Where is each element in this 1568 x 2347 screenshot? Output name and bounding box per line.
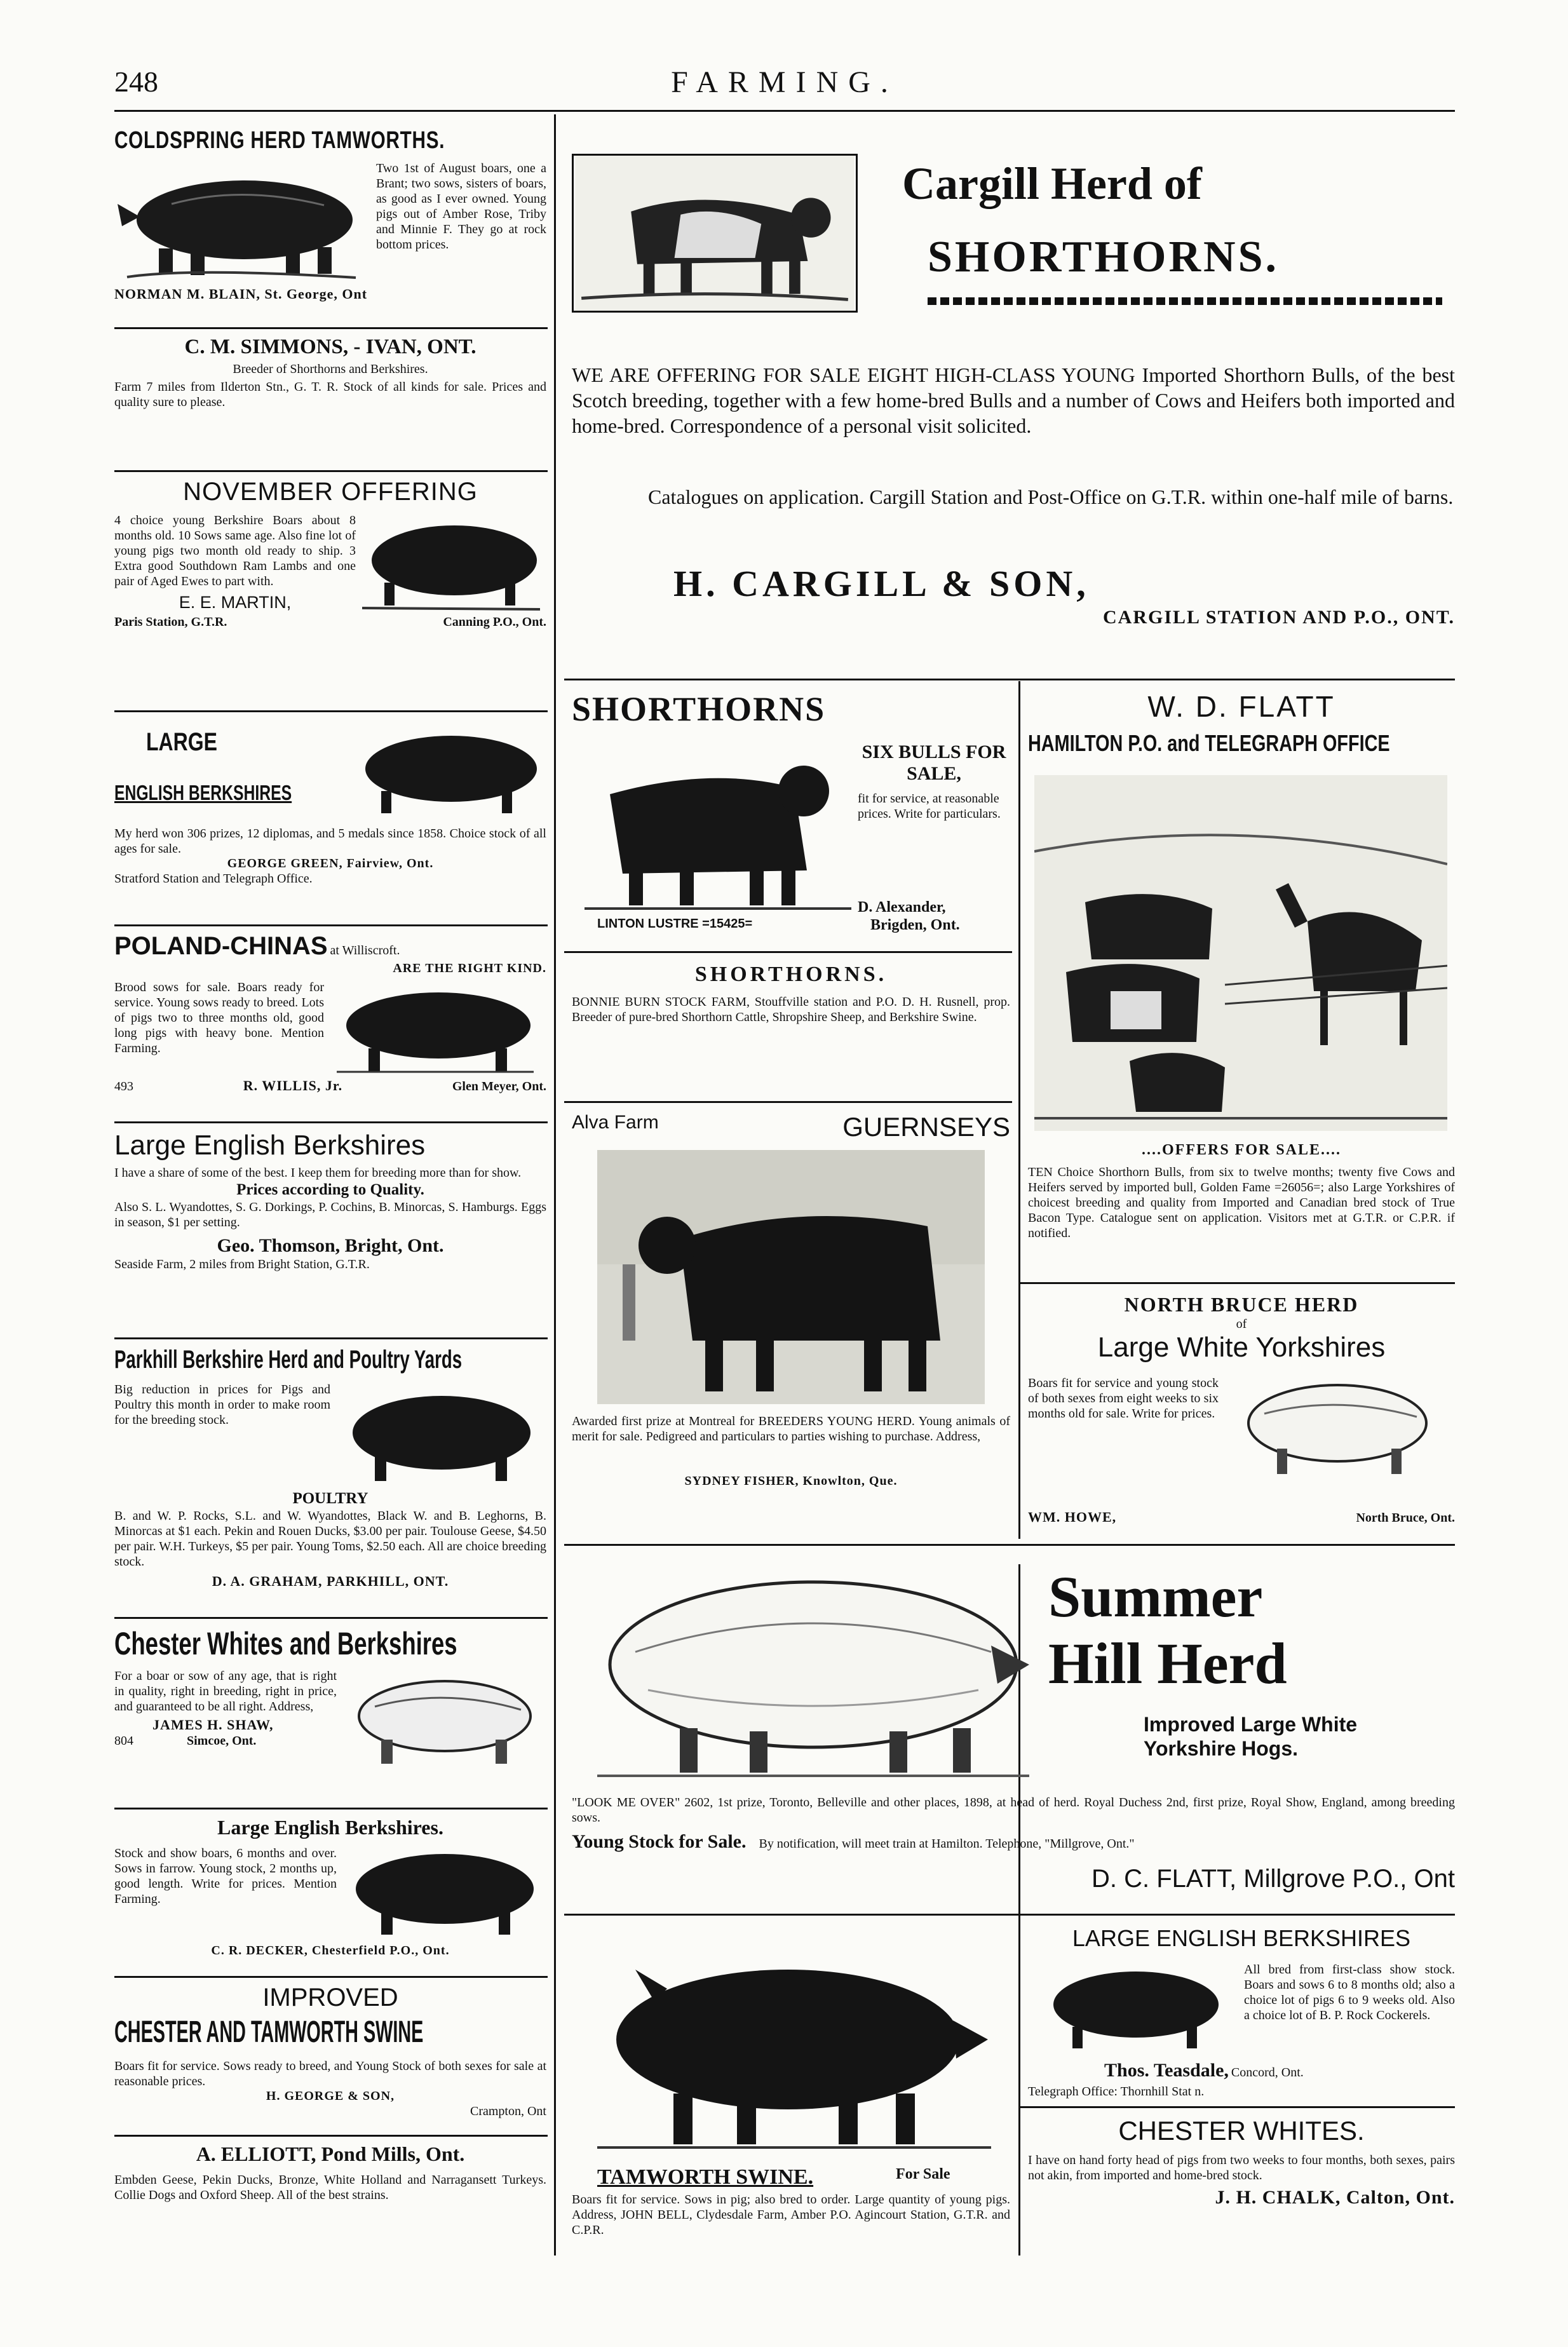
- ad-divider: [564, 1101, 1012, 1103]
- ad-title: SHORTHORNS.: [694, 963, 888, 986]
- ad-offers: ....OFFERS FOR SALE....: [1141, 1142, 1342, 1158]
- signature-row: [114, 1075, 546, 1094]
- cargill-ad: [572, 127, 1455, 673]
- ad-body: Boars fit for service. Sows ready to breed, and Young Stock of both sexes for sale at reasonable prices.: [114, 2059, 546, 2088]
- cattle-horse-illustration: [1034, 775, 1447, 1131]
- pig-illustration: [114, 159, 368, 283]
- ad-body: "LOOK ME OVER" 2602, 1st prize, Toronto, Belleville and other places, 1898, at head of herd. Royal Duchess 2nd, first prize, Royal Show, England, among breeding sows.: [572, 1796, 1455, 1825]
- ad-title: Chester Whites and Berkshires: [114, 1626, 457, 1661]
- ad-divider: [564, 1914, 1455, 1916]
- ad-title: SHORTHORNS: [572, 690, 826, 728]
- ad-divider: [564, 679, 1455, 680]
- ad-body: All bred from first-class show stock. Boars and sows 6 to 8 months old; also a choice lot of pigs 6 to 9 weeks old. Also a choice lot of B. P. Rock Cockerels.: [1244, 1963, 1455, 2022]
- coldspring-ad: [114, 127, 546, 324]
- ornamental-rule: [928, 297, 1442, 305]
- ad-body: fit for service, at reasonable prices. Write for particulars.: [858, 792, 1001, 821]
- ad-title: GUERNSEYS: [842, 1112, 1010, 1142]
- ad-title: W. D. FLATT: [1147, 690, 1335, 723]
- ad-divider: [114, 1617, 548, 1619]
- column-divider: [554, 114, 556, 2256]
- pig-illustration: [356, 513, 546, 614]
- ad-signature: H. GEORGE & SON,: [266, 2089, 395, 2103]
- ad-address: Glen Meyer, Ont.: [452, 1079, 546, 1093]
- ad-body: For a boar or sow of any age, that is right in quality, right in breeding, right in price, and guaranteed to be all right. Address,: [114, 1669, 337, 1714]
- ad-subtitle: SIX BULLS FOR SALE,: [862, 741, 1006, 784]
- ad-body: Stock and show boars, 6 months and over. Sows in farrow. Young stock, 2 months up, good length. Write for prices. Mention Farming.: [114, 1846, 337, 1906]
- ad-title-line1: Cargill Herd of: [902, 158, 1202, 209]
- pig-illustration: [597, 1944, 991, 2154]
- ad-address: Simcoe, Ont.: [187, 1734, 257, 1748]
- ad-poultry-body: B. and W. P. Rocks, S.L. and W. Wyandottes, Black W. and B. Leghorns, B. Minorcas at $1 each. Pekin and Rouen Ducks, $3.00 per pair. Toulouse Geese, $4.50 per pair. W.H. Turkeys, $5 per pair. Young Toms, $2.50 each. All are choice breeding stock.: [114, 1509, 546, 1569]
- ad-tagline: ARE THE RIGHT KIND.: [393, 961, 546, 975]
- ad-caption: LINTON LUSTRE =15425=: [597, 917, 753, 931]
- ad-title-line2: Hill Herd: [1048, 1631, 1287, 1696]
- signature-row: [1028, 2060, 1455, 2081]
- ad-divider: [1020, 1282, 1455, 1284]
- ad-price-line: Prices according to Quality.: [236, 1181, 424, 1198]
- ad-title: CHESTER WHITES.: [1118, 2116, 1365, 2146]
- pig-illustration: [324, 980, 546, 1075]
- ad-title: LARGE ENGLISH BERKSHIRES: [1072, 1925, 1411, 1951]
- ad-address: Concord, Ont.: [1231, 2066, 1304, 2080]
- ad-subtitle: HAMILTON P.O. and TELEGRAPH OFFICE: [1028, 730, 1390, 756]
- george-swine-ad: [114, 1984, 546, 2131]
- ad-divider: [114, 1808, 548, 1809]
- address-row: [114, 615, 546, 630]
- pig-illustration: [585, 1557, 1042, 1785]
- ad-farm: Alva Farm: [572, 1112, 659, 1133]
- ad-signature: R. WILLIS, Jr.: [243, 1078, 343, 1093]
- ad-title: Parkhill Berkshire Herd and Poultry Yards: [114, 1346, 463, 1374]
- chalk-ad: [1028, 2116, 1455, 2256]
- ad-body: Boars fit for service. Sows in pig; also bred to order. Large quantity of young pigs. Address, JOHN BELL, Clydesdale Farm, Amber P.O. Agincourt Station, G.T.R. and C.P.R.: [572, 2193, 1010, 2237]
- column-divider: [1018, 681, 1020, 1539]
- ad-poultry: Also S. L. Wyandottes, S. G. Dorkings, P. Cochins, B. Minorcas, S. Hamburgs. Eggs in season, $1 per setting.: [114, 1200, 546, 1229]
- ad-divider: [114, 1976, 548, 1978]
- ad-body: Awarded first prize at Montreal for BREEDERS YOUNG HERD. Young animals of merit for sale. Pedigreed and particulars to parties wishing to purchase. Address,: [572, 1414, 1010, 1444]
- ad-body: WE ARE OFFERING FOR SALE EIGHT HIGH-CLASS YOUNG Imported Shorthorn Bulls, of the best Scotch breeding, together with a few home-bred Bulls and a number of Cows and Heifers both imported and home-bred. Correspondence of a personal visit solicited.: [572, 363, 1455, 437]
- young-stock-row: [572, 1831, 1455, 1853]
- ad-subtitle: Breeder of Shorthorns and Berkshires.: [233, 362, 428, 376]
- ad-divider: [564, 951, 1012, 953]
- ad-subtitle: Large White Yorkshires: [1097, 1332, 1386, 1363]
- ad-address: CARGILL STATION AND P.O., ONT.: [1103, 607, 1455, 628]
- ad-divider: [1020, 2106, 1455, 2108]
- ad-body: I have on hand forty head of pigs from two weeks to four months, both sexes, pairs not akin, from imported and home-bred stock.: [1028, 2153, 1455, 2182]
- ad-address: Seaside Farm, 2 miles from Bright Station, G.T.R.: [114, 1257, 370, 1271]
- summer-hill-ad: [572, 1557, 1455, 1909]
- pig-illustration: [337, 1843, 546, 1938]
- green-berkshires-ad: [114, 718, 546, 921]
- ad-divider: [114, 327, 548, 329]
- ad-body: Farm 7 miles from Ilderton Stn., G. T. R. Stock of all kinds for sale. Prices and quality sure to please.: [114, 380, 546, 409]
- ad-signature: WM. HOWE,: [1028, 1509, 1117, 1525]
- wd-flatt-ad: [1028, 689, 1455, 1280]
- bull-illustration: [572, 154, 858, 313]
- teasdale-ad: [1028, 1925, 1455, 2103]
- ad-body: 4 choice young Berkshire Boars about 8 months old. 10 Sows same age. Also fine lot of young pigs two month old ready to ship. 3 Extra good Southdown Ram Lambs and one pair of Aged Ewes to part with.: [114, 513, 356, 588]
- parkhill-ad: [114, 1346, 546, 1613]
- north-bruce-ad: [1028, 1293, 1455, 1534]
- ad-signature: D. Alexander,: [858, 899, 946, 916]
- ad-subtitle: Improved Large White Yorkshire Hogs.: [1144, 1713, 1358, 1760]
- ad-body: Big reduction in prices for Pigs and Poultry this month in order to make room for the breeding stock.: [114, 1383, 330, 1427]
- ad-signature: Thos. Teasdale,: [1104, 2060, 1229, 2081]
- ad-divider: [564, 1544, 1455, 1546]
- simmons-ad: [114, 335, 546, 466]
- page-header: [114, 61, 1455, 112]
- ad-title-line1: Summer: [1048, 1564, 1263, 1629]
- guernseys-ad: [572, 1112, 1010, 1538]
- publication-title: FARMING.: [671, 65, 898, 99]
- ad-poultry-title: POULTRY: [292, 1490, 368, 1507]
- pig-illustration: [1041, 1963, 1231, 2052]
- tamworth-ad: [572, 1925, 1010, 2256]
- ad-address: Brigden, Ont.: [870, 917, 960, 933]
- ad-address: North Bruce, Ont.: [1356, 1511, 1455, 1525]
- ad-title: IMPROVED: [262, 1984, 398, 2012]
- ad-for-sale: For Sale: [896, 2166, 950, 2182]
- ad-title-row: [114, 932, 546, 961]
- page-number: 248: [114, 65, 158, 98]
- ad-signature: D. C. FLATT, Millgrove P.O., Ont: [1092, 1865, 1455, 1893]
- ad-body: BONNIE BURN STOCK FARM, Stouffville station and P.O. D. H. Rusnell, prop. Breeder of pure-bred Shorthorn Cattle, Shropshire Sheep, and Berkshire Swine.: [572, 995, 1010, 1024]
- ad-telegraph: Telegraph Office: Thornhill Stat n.: [1028, 2085, 1205, 2099]
- poland-chinas-ad: [114, 932, 546, 1118]
- signature-row: [1028, 1509, 1455, 1525]
- ad-subtitle: CHESTER AND TAMWORTH SWINE: [114, 2015, 424, 2049]
- ad-title: LARGE: [146, 728, 217, 756]
- ad-title: NOVEMBER OFFERING: [183, 478, 478, 506]
- ad-young-stock-body: By notification, will meet train at Hamilton. Telephone, "Millgrove, Ont.": [759, 1837, 1135, 1851]
- ad-young-stock: Young Stock for Sale.: [572, 1831, 747, 1852]
- thomson-berkshires-ad: [114, 1130, 546, 1334]
- november-offering-ad: [114, 478, 546, 707]
- ad-divider: [114, 470, 548, 472]
- ad-divider: [114, 1337, 548, 1339]
- ad-title: Large English Berkshires.: [217, 1816, 443, 1839]
- ad-signature: D. A. GRAHAM, PARKHILL, ONT.: [212, 1573, 449, 1589]
- cattle-illustration: [585, 737, 851, 915]
- ad-subtitle: ENGLISH BERKSHIRES: [114, 781, 292, 804]
- ad-body: TEN Choice Shorthorn Bulls, from six to twelve months; twenty five Cows and Heifers served by imported bull, Golden Fame =26056=; also Large Yorkshires of choicest breeding and quality from Imported and Canadian bred stock of True Bacon Type. Catalogue sent on application. Visitors met at G.T.R. or C.P.R. if notified.: [1028, 1165, 1455, 1240]
- ad-divider: [114, 710, 548, 712]
- bonnie-burn-ad: [572, 963, 1010, 1090]
- decker-berkshires-ad: [114, 1816, 546, 1972]
- ad-address: Crampton, Ont: [470, 2104, 546, 2118]
- ad-signature: SYDNEY FISHER, Knowlton, Que.: [684, 1474, 898, 1488]
- ad-body: Boars fit for service and young stock of both sexes from eight weeks to six months old for sale. Write for prices.: [1028, 1376, 1219, 1421]
- ad-title-line2: SHORTHORNS.: [928, 233, 1280, 281]
- ad-body: I have a share of some of the best. I keep them for breeding more than for show.: [114, 1166, 522, 1180]
- ad-divider: [114, 1121, 548, 1123]
- ad-body: Brood sows for sale. Boars ready for service. Young sows ready to breed. Lots of pigs two to three months old, good long pigs with heavy bone. Mention Farming.: [114, 980, 324, 1055]
- ad-body: Embden Geese, Pekin Ducks, Bronze, White Holland and Narragansett Turkeys. Collie Dogs and Oxford Sheep. All of the best strains.: [114, 2173, 546, 2202]
- ad-signature: NORMAN M. BLAIN, St. George, Ont: [114, 286, 368, 302]
- ad-body-2: Catalogues on application. Cargill Station and Post-Office on G.T.R. within one-half mile of barns.: [648, 485, 1454, 508]
- ad-number: 804: [114, 1734, 133, 1748]
- pig-illustration: [1233, 1369, 1442, 1484]
- ad-title: POLAND-CHINAS: [114, 932, 328, 960]
- alexander-shorthorns-ad: [572, 689, 1010, 944]
- ad-title-aside: at Williscroft.: [330, 944, 400, 957]
- ad-signature: J. H. CHALK, Calton, Ont.: [1215, 2187, 1455, 2208]
- ad-title: A. ELLIOTT, Pond Mills, Ont.: [196, 2142, 465, 2165]
- ad-body: Two 1st of August boars, one a Brant; two sows, sisters of boars, as good as I ever owned. Young pigs out of Amber Rose, Triby and Minnie F. They go at rock bottom prices.: [376, 161, 546, 252]
- ad-or: of: [1236, 1317, 1247, 1331]
- ad-address-right: Canning P.O., Ont.: [443, 615, 546, 629]
- ad-title: C. M. SIMMONS, - IVAN, ONT.: [184, 335, 476, 358]
- ad-signature: Geo. Thomson, Bright, Ont.: [217, 1235, 444, 1256]
- ad-title: NORTH BRUCE HERD: [1124, 1293, 1359, 1316]
- ad-divider: [114, 2135, 548, 2137]
- ad-title: TAMWORTH SWINE.: [597, 2165, 814, 2189]
- elliott-ad: [114, 2142, 546, 2254]
- ad-number: 493: [114, 1079, 133, 1093]
- cow-illustration: [597, 1150, 985, 1404]
- shaw-chester-ad: [114, 1625, 546, 1804]
- ad-address: Stratford Station and Telegraph Office.: [114, 872, 313, 886]
- ad-firm: H. CARGILL & SON,: [673, 563, 1090, 604]
- pig-illustration: [337, 1668, 546, 1770]
- ad-signature: GEORGE GREEN, Fairview, Ont.: [227, 856, 434, 870]
- ad-title: Large English Berkshires: [114, 1130, 426, 1161]
- ad-title: COLDSPRING HERD TAMWORTHS.: [114, 127, 445, 154]
- ad-divider: [114, 924, 548, 926]
- ad-address-left: Paris Station, G.T.R.: [114, 615, 227, 629]
- ad-signature: C. R. DECKER, Chesterfield P.O., Ont.: [211, 1944, 450, 1958]
- ad-name: E. E. MARTIN,: [179, 593, 292, 612]
- ad-signature: JAMES H. SHAW,: [152, 1717, 274, 1733]
- ad-body: My herd won 306 prizes, 12 diplomas, and 5 medals since 1858. Choice stock of all ages for sale.: [114, 827, 546, 856]
- pig-illustration: [330, 1382, 546, 1487]
